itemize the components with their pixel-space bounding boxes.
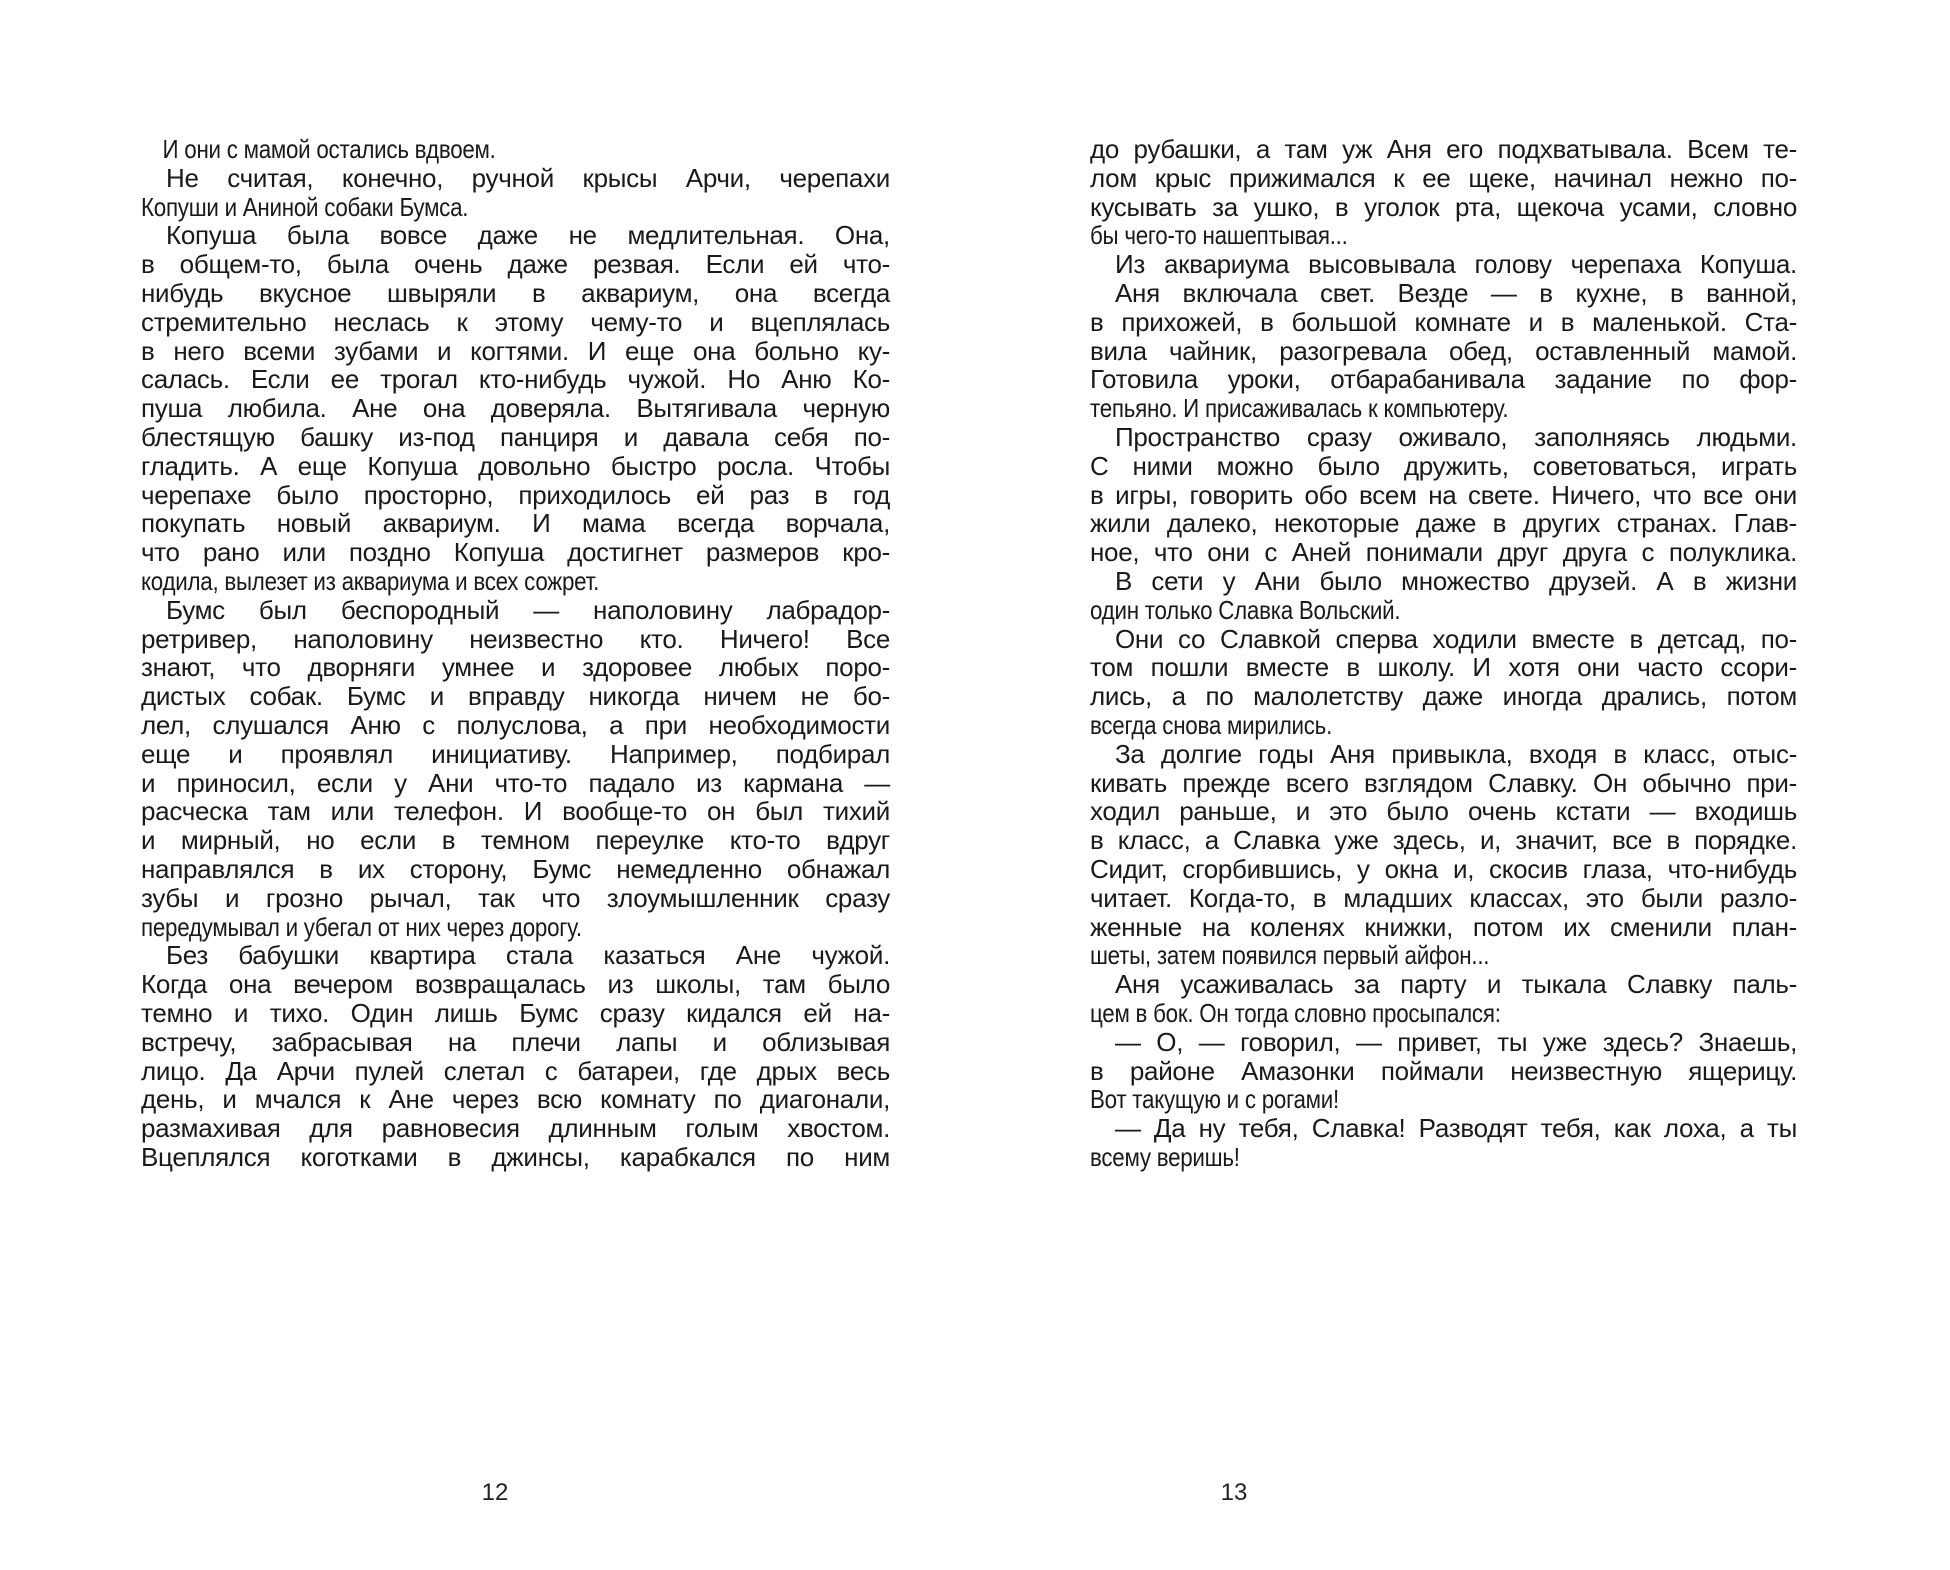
text-line: читает. Когда-то, в младших классах, это были разло- bbox=[1090, 882, 1797, 913]
text-line: шеты, затем появился первый айфон... bbox=[1090, 940, 1490, 971]
text-line: В сети у Ани было множество друзей. А в жизни bbox=[1115, 565, 1797, 596]
text-line: Сидит, сгорбившись, у окна и, скосив глаза, что-нибудь bbox=[1090, 853, 1797, 884]
text-line: пуша любила. Ане она доверяла. Вытягивала черную bbox=[141, 393, 890, 424]
right-page bbox=[975, 0, 1950, 1570]
text-line: лицо. Да Арчи пулей слетал с батареи, где дрых весь bbox=[141, 1055, 890, 1086]
text-line: день, и мчался к Ане через всю комнату по диагонали, bbox=[141, 1084, 890, 1115]
text-line: Без бабушки квартира стала казаться Ане чужой. bbox=[166, 940, 890, 971]
text-line: И они с мамой остались вдвоем. bbox=[162, 134, 496, 164]
text-line: черепахе было просторно, приходилось ей раз в год bbox=[141, 479, 890, 510]
text-line: лом крыс прижимался к ее щеке, начинал нежно по- bbox=[1090, 162, 1797, 193]
text-line: блестящую башку из-под панциря и давала себя по- bbox=[141, 421, 890, 452]
text-line: покупать новый аквариум. И мама всегда ворчала, bbox=[141, 508, 890, 539]
text-line: знают, что дворняги умнее и здоровее любых поро- bbox=[141, 652, 890, 683]
text-line: — О, — говорил, — привет, ты уже здесь? Знаешь, bbox=[1115, 1026, 1797, 1057]
text-line: ретривер, наполовину неизвестно кто. Ничего! Все bbox=[141, 623, 890, 654]
text-line: жили далеко, некоторые даже в других странах. Глав- bbox=[1090, 508, 1797, 539]
text-line: Они со Славкой сперва ходили вместе в детсад, по- bbox=[1115, 623, 1797, 654]
text-line: всему веришь! bbox=[1090, 1141, 1240, 1172]
text-line: том пошли вместе в школу. И хотя они часто ссори- bbox=[1090, 652, 1797, 683]
text-line: Готовила уроки, отбарабанивала задание по фор- bbox=[1090, 364, 1797, 395]
text-line: Копуша была вовсе даже не медлительная. Она, bbox=[166, 220, 890, 251]
text-line: темно и тихо. Один лишь Бумс сразу кидался ей на- bbox=[141, 997, 890, 1028]
text-line: еще и проявлял инициативу. Например, подбирал bbox=[141, 738, 890, 769]
text-line: направлялся в их сторону, Бумс немедленно обнажал bbox=[141, 853, 890, 884]
text-line: встречу, забрасывая на плечи лапы и облизывая bbox=[141, 1026, 890, 1057]
text-line: размахивая для равновесия длинным голым хвостом. bbox=[141, 1113, 890, 1144]
text-line: один только Славка Вольский. bbox=[1090, 594, 1401, 625]
text-line: Аня усаживалась за парту и тыкала Славку паль- bbox=[1115, 969, 1797, 1000]
text-line: и мирный, но если в темном переулке кто-то вдруг bbox=[141, 825, 890, 856]
text-line: в прихожей, в большой комнате и в маленькой. Ста- bbox=[1090, 306, 1797, 337]
text-line: зубы и грозно рычал, так что злоумышленник сразу bbox=[141, 882, 890, 913]
text-line: Пространство сразу оживало, заполняясь людьми. bbox=[1115, 421, 1797, 452]
text-line: в него всеми зубами и когтями. И еще она больно ку- bbox=[141, 335, 890, 366]
text-line: Не считая, конечно, ручной крысы Арчи, черепахи bbox=[166, 162, 890, 193]
text-line: передумывал и убегал от них через дорогу. bbox=[141, 911, 582, 942]
text-line: Когда она вечером возвращалась из школы, там было bbox=[141, 969, 890, 1000]
text-line: лись, а по малолетству даже иногда дрались, потом bbox=[1090, 681, 1797, 712]
text-line: дистых собак. Бумс и вправду никогда ничем не бо- bbox=[141, 681, 890, 712]
text-line: Вцеплялся коготками в джинсы, карабкался по ним bbox=[141, 1141, 890, 1172]
text-line: женные на коленях книжки, потом их сменили план- bbox=[1090, 911, 1797, 942]
text-line: тепьяно. И присаживалась к компьютеру. bbox=[1090, 393, 1509, 424]
text-line: что рано или поздно Копуша достигнет размеров кро- bbox=[141, 537, 890, 568]
text-line: расческа там или телефон. И вообще-то он был тихий bbox=[141, 796, 890, 827]
text-line: Аня включала свет. Везде — в кухне, в ванной, bbox=[1115, 277, 1797, 308]
text-line: За долгие годы Аня привыкла, входя в класс, отыс- bbox=[1115, 738, 1797, 769]
text-line: С ними можно было дружить, советоваться, играть bbox=[1090, 450, 1797, 481]
text-line: ходил раньше, и это было очень кстати — входишь bbox=[1090, 796, 1797, 827]
text-line: в общем-то, была очень даже резвая. Если ей что- bbox=[141, 249, 890, 280]
text-line: в игры, говорить обо всем на свете. Ничего, что все они bbox=[1090, 479, 1797, 510]
text-line: и приносил, если у Ани что-то падало из кармана — bbox=[141, 767, 890, 798]
text-line: кивать прежде всего взглядом Славку. Он обычно при- bbox=[1090, 767, 1797, 798]
text-line: Из аквариума высовывала голову черепаха Копуша. bbox=[1115, 249, 1797, 280]
text-line: стремительно неслась к этому чему-то и вцеплялась bbox=[141, 306, 890, 337]
text-line: до рубашки, а там уж Аня его подхватывала. Всем те- bbox=[1090, 134, 1797, 164]
page-number: 13 bbox=[1220, 1479, 1248, 1506]
text-line: вила чайник, разогревала обед, оставленный мамой. bbox=[1090, 335, 1797, 366]
text-line: бы чего-то нашептывая... bbox=[1090, 220, 1348, 251]
text-line: лел, слушался Аню с полуслова, а при необходимости bbox=[141, 709, 890, 740]
text-line: кодила, вылезет из аквариума и всех сожрет. bbox=[141, 565, 600, 596]
text-line: в районе Амазонки поймали неизвестную ящерицу. bbox=[1090, 1055, 1797, 1086]
text-line: гладить. А еще Копуша довольно быстро росла. Чтобы bbox=[141, 450, 890, 481]
page-number: 12 bbox=[481, 1479, 509, 1506]
text-line: ное, что они с Аней понимали друг друга с полуклика. bbox=[1090, 537, 1797, 568]
text-line: Копуши и Аниной собаки Бумса. bbox=[141, 191, 469, 222]
left-page-text-column bbox=[141, 135, 890, 1172]
text-line: салась. Если ее трогал кто-нибудь чужой. Но Аню Ко- bbox=[141, 364, 890, 395]
text-line: Вот такущую и с рогами! bbox=[1090, 1084, 1339, 1115]
text-line: в класс, а Славка уже здесь, и, значит, все в порядке. bbox=[1090, 825, 1797, 856]
text-line: нибудь вкусное швыряли в аквариум, она всегда bbox=[141, 277, 890, 308]
text-line: Бумс был беспородный — наполовину лабрадор- bbox=[166, 594, 890, 625]
text-line: — Да ну тебя, Славка! Разводят тебя, как лоха, а ты bbox=[1115, 1113, 1797, 1144]
text-line: всегда снова мирились. bbox=[1090, 709, 1333, 740]
right-page-text-column bbox=[1090, 135, 1797, 1172]
text-line: кусывать за ушко, в уголок рта, щекоча усами, словно bbox=[1090, 191, 1797, 222]
text-line: цем в бок. Он тогда словно просыпался: bbox=[1090, 997, 1501, 1028]
